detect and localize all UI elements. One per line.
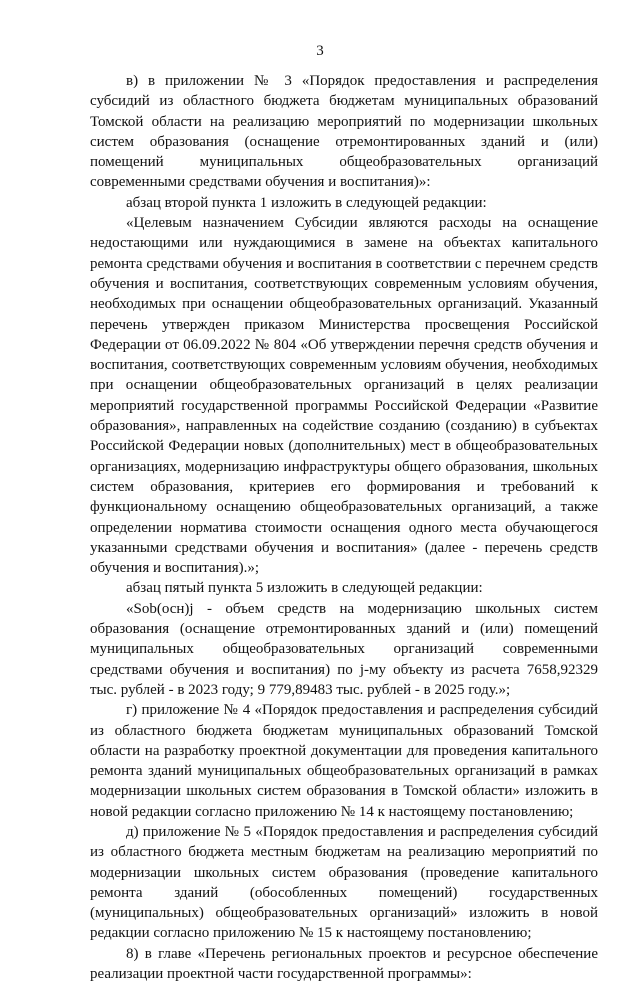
paragraph-amendment-d: д) приложение № 5 «Порядок предоставления и распределения субсидий из областного бюджета местным бюджетам на реализацию мероприятий по модернизации школьных систем образования (проведение капитального ремонта зданий (обособленных помещений) государственных (муниципальных) общеобразовательных организаций» изложить в новой редакции согласно приложению № 15 к настоящему постановлению; — [90, 823, 598, 942]
paragraph-instruction-2: абзац пятый пункта 5 изложить в следующей редакции: — [126, 580, 483, 597]
page-number: 3 — [316, 43, 324, 59]
paragraph-amendment-g: г) приложение № 4 «Порядок предоставления и распределения субсидий из областного бюджета бюджетам муниципальных образований Томской области на разработку проектной документации для проведения капитального ремонта зданий муниципальных общеобразовательных организаций в рамках модернизации школьных систем образования в Томской области» изложить в новой редакции согласно приложению № 14 к настоящему постановлению; — [90, 702, 598, 820]
paragraph-quoted-formula: «Sob(осн)j - объем средств на модернизацию школьных систем образования (оснащение отремонтированных зданий и (или) помещений муниципальных общеобразовательных организаций современными средствами обучения и воспитания) по j-му объекту из расчета 7658,92329 тыс. рублей - в 2023 году; 9 779,89483 тыс. рублей - в 2025 году.»; — [90, 600, 598, 698]
paragraph-amendment-v: в) в приложении № 3 «Порядок предоставления и распределения субсидий из областного бюджета бюджетам муниципальных образований Томской области на реализацию мероприятий по модернизации школьных систем образования (оснащение отремонтированных зданий и (или) помещений муниципальных общеобразовательных организаций современными средствами обучения и воспитания)»: — [90, 73, 598, 191]
paragraph-amendment-8: 8) в главе «Перечень региональных проектов и ресурсное обеспечение реализации проектной части государственной программы»: — [90, 945, 598, 983]
document-body — [90, 71, 598, 984]
paragraph-quoted-purpose: «Целевым назначением Субсидии являются расходы на оснащение недостающими или нуждающимися в замене на объектах капитального ремонта средствами обучения и воспитания в соответствии с перечнем средств обучения и воспитания, соответствующих современным условиям обучения, необходимых при оснащении общеобразовательных организаций. Указанный перечень утвержден приказом Министерства просвещения Российской Федерации от 06.09.2022 № 804 «Об утверждении перечня средств обучения и воспитания, соответствующих современным условиям обучения, необходимых при оснащении общеобразовательных организаций в целях реализации мероприятий государственной программы Российской Федерации «Развитие образования», направленных на содействие созданию (созданию) в субъектах Российской Федерации новых (дополнительных) мест в общеобразовательных организациях, модернизацию инфраструктуры общего образования, школьных систем образования, критериев его формирования и требований к функциональному оснащению общеобразовательных организаций, а также определении норматива стоимости оснащения одного места обучающегося указанными средствами обучения и воспитания» (далее - перечень средств обучения и воспитания).»; — [90, 215, 598, 577]
paragraph-instruction-1: абзац второй пункта 1 изложить в следующей редакции: — [126, 194, 487, 211]
